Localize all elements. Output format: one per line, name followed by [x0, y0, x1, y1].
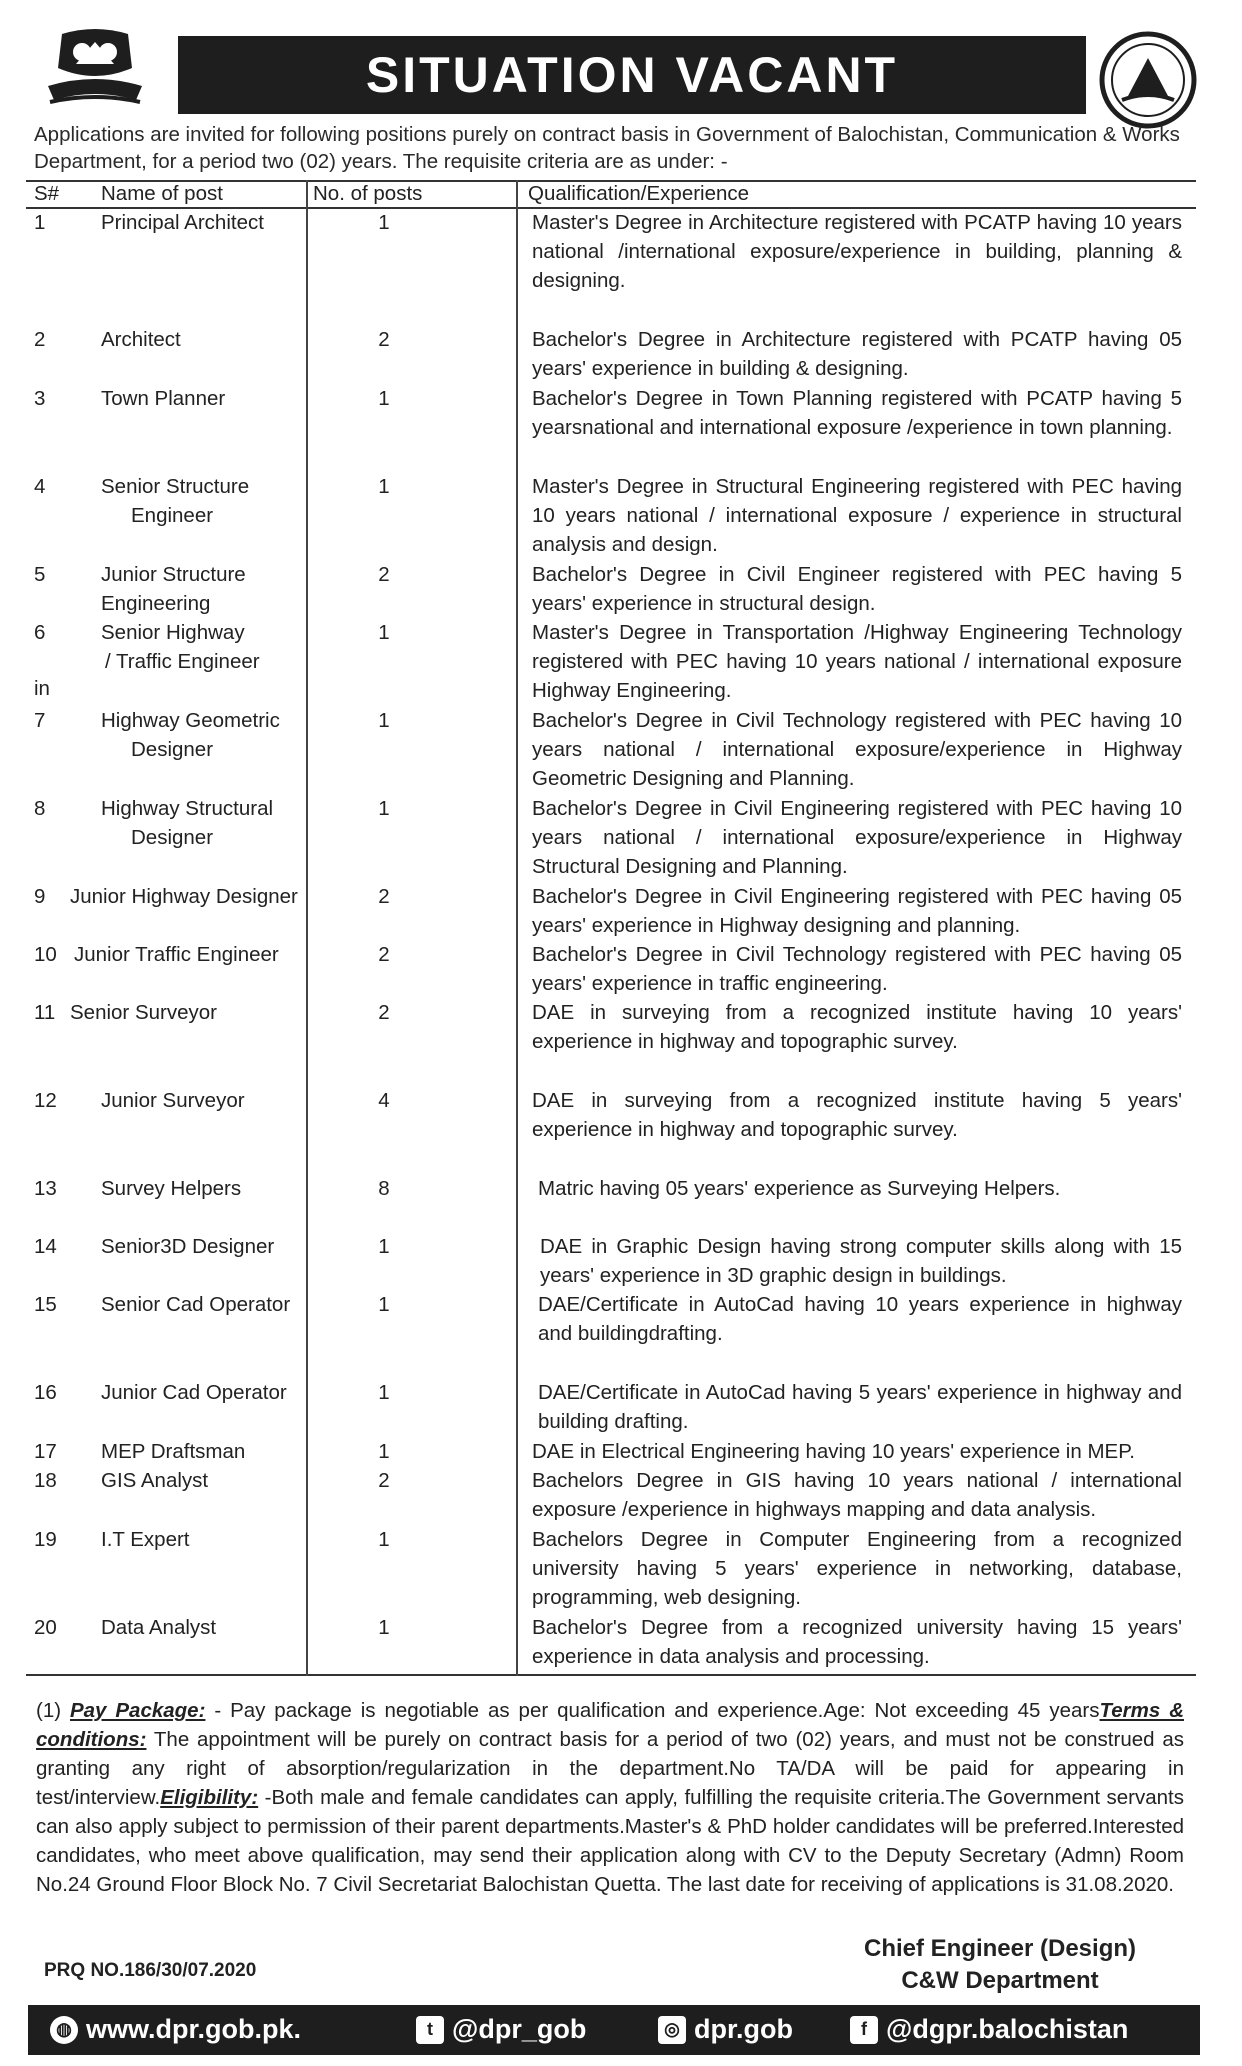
row-qualification: Master's Degree in Architecture registered with PCATP having 10 years national /international exposure/experience in building, planning & designing.: [532, 211, 1182, 292]
signatory-title: Chief Engineer (Design): [863, 1935, 1137, 1962]
eligibility-label: Eligibility:: [160, 1786, 259, 1809]
facebook-handle: @dgpr.balochistan: [886, 2014, 1129, 2044]
row-sn: 2: [34, 328, 46, 351]
row-sn: 3: [34, 387, 46, 410]
intro-paragraph: Applications are invited for following positions purely on contract basis in Government of Balochistan, Communication & Works Department, for a period two (02) years. The requisite criteria are as under: -: [34, 123, 1180, 173]
row-count: 8: [378, 1177, 390, 1200]
row-count: 2: [378, 1001, 390, 1024]
positions-table: [26, 180, 1196, 1676]
twitter-handle: @dpr_gob: [452, 2014, 587, 2044]
row-post: [101, 794, 331, 852]
website-text: www.dpr.gob.pk.: [86, 2014, 301, 2044]
row-count: 2: [378, 563, 390, 586]
post-name: Junior Cad Operator: [101, 1381, 287, 1404]
department-seal-logo: [1098, 30, 1198, 130]
facebook-link[interactable]: [850, 2014, 1128, 2045]
post-name: Senior Cad Operator: [101, 1293, 291, 1316]
post-name: Senior3D Designer: [101, 1235, 275, 1258]
post-name: I.T Expert: [101, 1528, 190, 1551]
post-name: Town Planner: [101, 387, 226, 410]
row-count: 2: [378, 943, 390, 966]
social-footer-bar: [28, 2005, 1200, 2055]
header-post: Name of post: [101, 182, 223, 205]
row-qualification: Bachelors Degree in Computer Engineering from a recognized university having 5 years' experience in networking, database, programming, web designing.: [532, 1528, 1182, 1609]
balochistan-emblem-logo: [40, 28, 150, 114]
row-count: 1: [378, 1235, 390, 1258]
post-name: Senior Highway: [101, 621, 245, 644]
title-banner: [178, 36, 1086, 114]
eligibility-text: -Both male and female candidates can apply, fulfilling the requisite criteria.The Government servants can also apply subject to permission of their parent departments.Master's & PhD holder candidates will be preferred.Interested candidates, who meet above qualification, may send their application along with CV to the Deputy Secretary (Admn) Room No.24 Ground Floor Block No. 7 Civil Secretariat Balochistan Quetta. The last date for receiving of applications is 31.08.2020.: [36, 1786, 1184, 1896]
signatory-department: C&W Department: [901, 1967, 1099, 1994]
row-post: [101, 325, 331, 354]
row-sn: 10: [34, 943, 57, 966]
page-title: SITUATION VACANT: [365, 47, 899, 103]
row-qualification: DAE in surveying from a recognized institute having 5 years' experience in highway and topographic survey.: [532, 1089, 1182, 1141]
row-count: 2: [378, 1469, 390, 1492]
website-link[interactable]: [50, 2014, 301, 2045]
row-post: [101, 1290, 331, 1319]
row-post: [70, 882, 335, 911]
row-count: 2: [378, 328, 390, 351]
row-post: [101, 560, 331, 618]
post-name: Highway Structural: [101, 797, 274, 820]
post-name: GIS Analyst: [101, 1469, 209, 1492]
row-sn: 12: [34, 1089, 57, 1112]
row-post: [70, 998, 335, 1027]
twitter-icon: t: [416, 2016, 444, 2044]
post-name: Junior Highway Designer: [70, 885, 298, 908]
row-sn: 5: [34, 563, 46, 586]
post-name-line2: Engineering: [101, 592, 211, 615]
row-qualification: DAE in Electrical Engineering having 10 years' experience in MEP.: [532, 1440, 1135, 1463]
instagram-icon: ◎: [658, 2016, 686, 2044]
header-sn: S#: [34, 182, 60, 205]
row-post: [74, 940, 339, 969]
row-post: [101, 1378, 331, 1407]
row-qualification: Bachelor's Degree in Town Planning registered with PCATP having 5 yearsnational and international exposure /experience in town planning.: [532, 387, 1182, 439]
stray-text: in: [34, 677, 50, 700]
row-post: [101, 1466, 331, 1495]
terms-paragraph: [36, 1696, 1184, 1899]
row-qualification: Matric having 05 years' experience as Surveying Helpers.: [538, 1177, 1061, 1200]
facebook-icon: f: [850, 2016, 878, 2044]
row-qualification: Bachelors Degree in GIS having 10 years national / international exposure /experience in highways mapping and data analysis.: [532, 1469, 1182, 1521]
table-bottom-rule: [26, 1674, 1196, 1676]
row-qualification: DAE in Graphic Design having strong computer skills along with 15 years' experience in 3D graphic design in buildings.: [540, 1235, 1182, 1287]
row-count: 1: [378, 1440, 390, 1463]
post-name: Survey Helpers: [101, 1177, 242, 1200]
twitter-link[interactable]: [416, 2014, 586, 2045]
post-name-line2: Engineer: [131, 504, 214, 527]
post-name: Principal Architect: [101, 211, 264, 234]
post-name: Senior Structure: [101, 475, 250, 498]
row-sn: 20: [34, 1616, 57, 1639]
row-qualification: DAE/Certificate in AutoCad having 10 years experience in highway and buildingdrafting.: [538, 1293, 1182, 1345]
row-post: [101, 1437, 331, 1466]
row-qualification: Master's Degree in Transportation /Highway Engineering Technology registered with PEC having 10 years national / international exposure Highway Engineering.: [532, 621, 1182, 702]
row-count: 1: [378, 797, 390, 820]
post-name: Architect: [101, 328, 181, 351]
row-count: 1: [378, 1381, 390, 1404]
post-name: MEP Draftsman: [101, 1440, 246, 1463]
row-sn: 16: [34, 1381, 57, 1404]
header-count: No. of posts: [313, 182, 423, 205]
row-count: 1: [378, 621, 390, 644]
row-post: [101, 1232, 331, 1261]
post-name: Highway Geometric: [101, 709, 280, 732]
row-qualification: Bachelor's Degree in Civil Engineer registered with PEC having 5 years' experience in structural design.: [532, 563, 1182, 615]
row-qualification: Bachelor's Degree in Architecture registered with PCATP having 05 years' experience in building & designing.: [532, 328, 1182, 380]
terms-conditions-text: The appointment will be purely on contract basis for a period of two (02) years, and must not be construed as granting any right of absorption/regularization in the department.No TA/DA will be paid for appearing in test/interview.: [36, 1728, 1184, 1809]
row-qualification: Bachelor's Degree in Civil Engineering registered with PEC having 05 years' experience in Highway designing and planning.: [532, 885, 1182, 937]
signatory-block: [820, 1933, 1180, 1997]
row-sn: 15: [34, 1293, 57, 1316]
row-sn: 11: [34, 1001, 56, 1024]
row-sn: 1: [34, 211, 46, 234]
row-post: [101, 1174, 331, 1203]
header-qualification: Qualification/Experience: [528, 182, 750, 205]
row-post: [101, 208, 331, 237]
row-sn: 6: [34, 621, 46, 644]
row-count: 4: [378, 1089, 390, 1112]
row-post: [101, 1086, 331, 1115]
row-sn: 7: [34, 709, 46, 732]
row-qualification: Bachelor's Degree in Civil Technology registered with PEC having 05 years' experience in traffic engineering.: [532, 943, 1182, 995]
globe-icon: ◍: [50, 2016, 78, 2044]
post-name-line2: Designer: [131, 826, 214, 849]
row-count: 1: [378, 1616, 390, 1639]
row-count: 1: [378, 1293, 390, 1316]
instagram-link[interactable]: [658, 2014, 793, 2045]
row-post: [101, 384, 331, 413]
row-sn: 17: [34, 1440, 57, 1463]
post-name: Junior Traffic Engineer: [74, 943, 279, 966]
pay-package-label: Pay Package:: [69, 1699, 206, 1722]
row-post: [101, 472, 331, 530]
row-count: 2: [378, 885, 390, 908]
column-divider: [516, 180, 518, 1676]
row-sn: 18: [34, 1469, 57, 1492]
row-count: 1: [378, 387, 390, 410]
row-post: [101, 1525, 331, 1554]
row-post: [101, 706, 331, 764]
pay-package-text: - Pay package is negotiable as per qualification and experience.Age: Not exceeding 45 years: [205, 1699, 1100, 1722]
row-qualification: Bachelor's Degree in Civil Engineering registered with PEC having 10 years national / international exposure/experience in Highway Structural Designing and Planning.: [532, 797, 1182, 878]
row-qualification: DAE/Certificate in AutoCad having 5 years' experience in highway and building drafting.: [538, 1381, 1182, 1433]
terms-conditions-label: Terms & conditions:: [36, 1699, 1185, 1751]
prq-number: PRQ NO.186/30/07.2020: [44, 1960, 257, 1981]
row-post: [101, 618, 331, 676]
post-name: Senior Surveyor: [70, 1001, 217, 1024]
row-sn: 4: [34, 475, 46, 498]
row-qualification: Master's Degree in Structural Engineering registered with PEC having 10 years national / international exposure / experience in structural analysis and design.: [532, 475, 1182, 556]
row-qualification: Bachelor's Degree from a recognized university having 15 years' experience in data analysis and processing.: [532, 1616, 1182, 1668]
row-sn: 9: [34, 885, 46, 908]
row-post: [101, 1613, 331, 1642]
row-qualification: Bachelor's Degree in Civil Technology registered with PEC having 10 years national / international exposure/experience in Highway Geometric Designing and Planning.: [532, 709, 1182, 790]
instagram-handle: dpr.gob: [694, 2014, 793, 2044]
row-sn: 19: [34, 1528, 57, 1551]
post-name: Data Analyst: [101, 1616, 217, 1639]
row-count: 1: [378, 475, 390, 498]
post-name: Junior Surveyor: [101, 1089, 245, 1112]
row-sn: 13: [34, 1177, 57, 1200]
row-count: 1: [378, 709, 390, 732]
post-name: Junior Structure: [101, 563, 246, 586]
row-sn: 14: [34, 1235, 57, 1258]
row-sn: 8: [34, 797, 46, 820]
post-name-line2: Designer: [131, 738, 214, 761]
terms-prefix: (1): [36, 1699, 70, 1722]
row-count: 1: [378, 211, 390, 234]
row-count: 1: [378, 1528, 390, 1551]
post-name-line2: / Traffic Engineer: [105, 650, 260, 673]
row-qualification: DAE in surveying from a recognized institute having 10 years' experience in highway and topographic survey.: [532, 1001, 1182, 1053]
